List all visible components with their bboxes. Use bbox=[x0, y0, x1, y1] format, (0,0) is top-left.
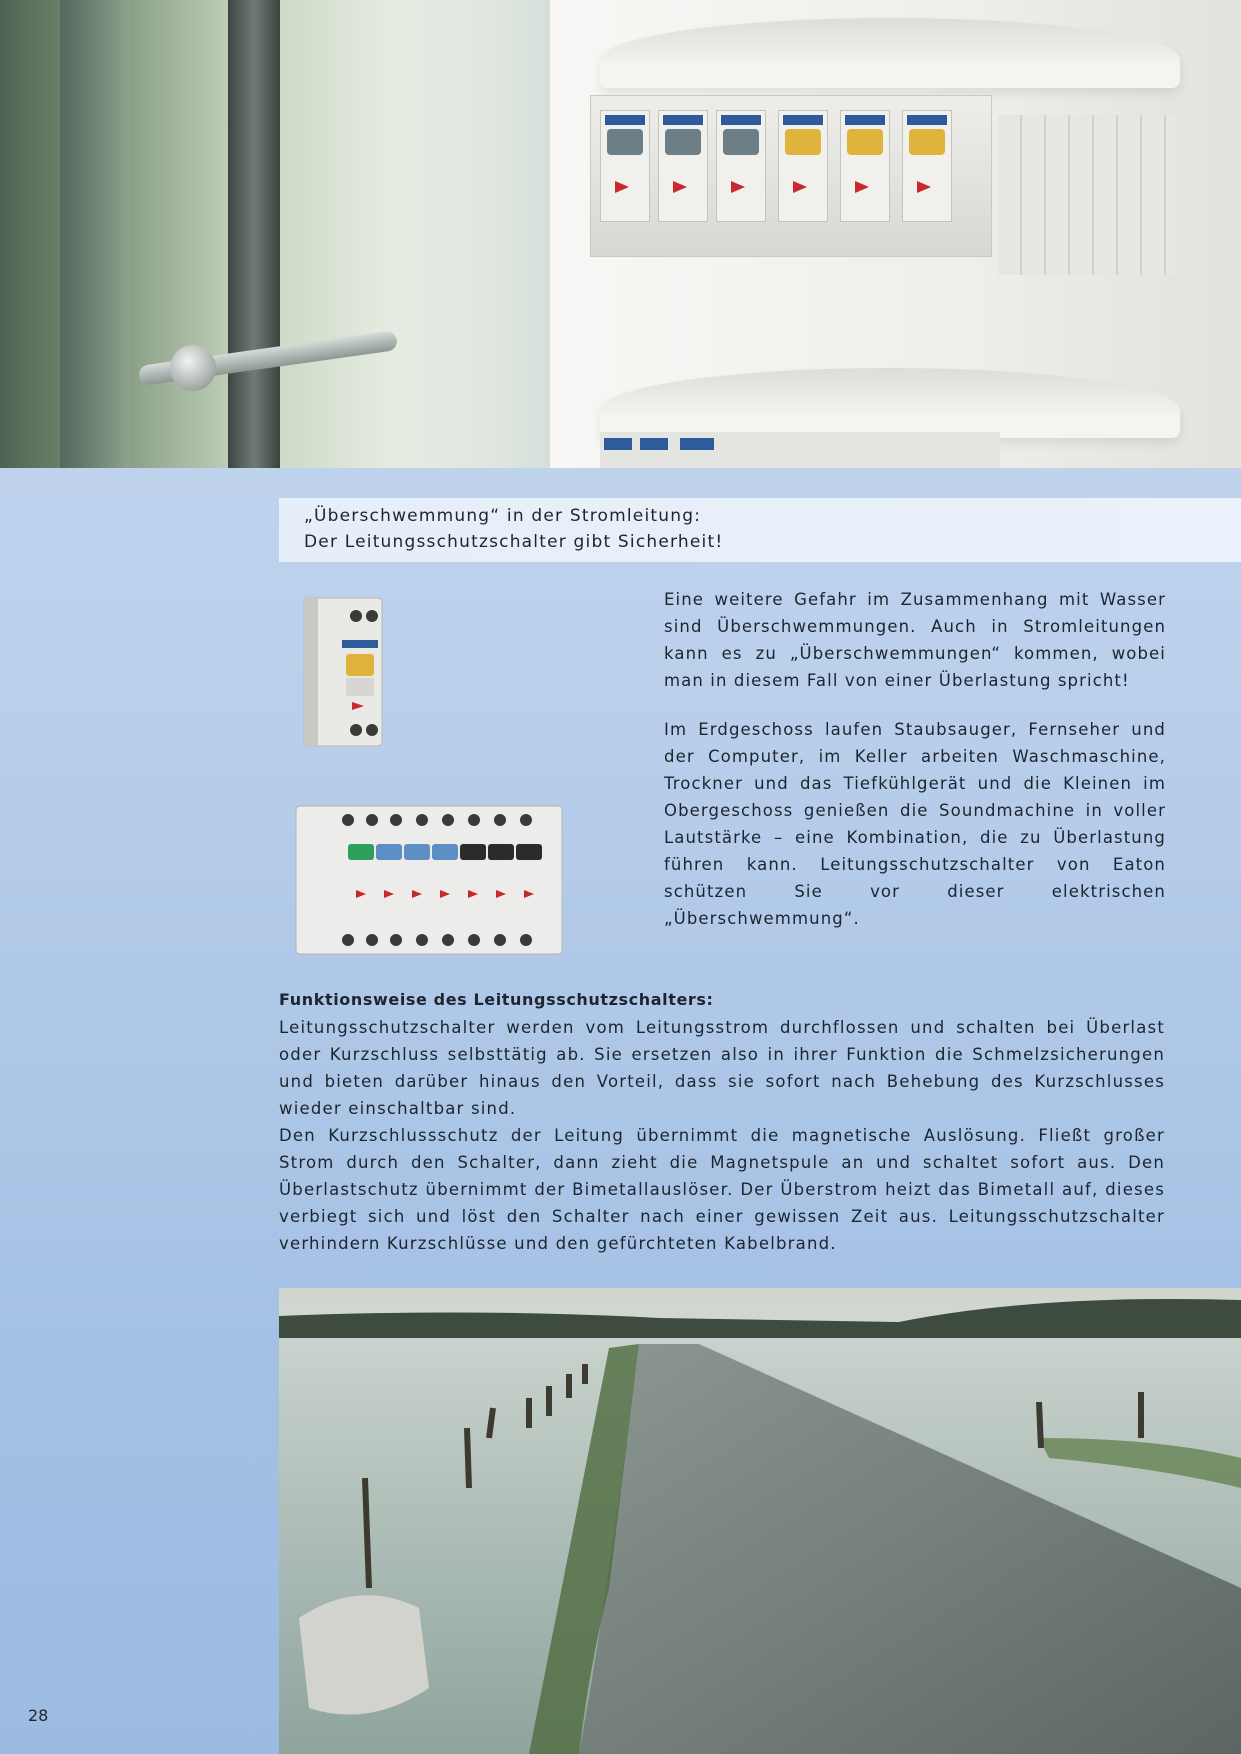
door-frame-blur bbox=[60, 0, 130, 468]
intro-paragraph-1: Eine weitere Gefahr im Zusammenhang mit Wasser sind Überschwemmungen. Auch in Stromleitungen kann es zu „Überschwemmungen“ kommen, wobei man in diesem Fall von einer Überlastung spricht! bbox=[664, 590, 1166, 690]
intro-text bbox=[664, 586, 1166, 954]
mcb-module bbox=[716, 110, 766, 222]
section-body bbox=[279, 1014, 1165, 1257]
caption-band bbox=[279, 498, 1241, 562]
section-paragraph-2: Den Kurzschlussschutz der Leitung übernimmt die magnetische Auslösung. Fließt großer Strom durch den Schalter, dann zieht die Magnetspule an und schaltet sofort aus. Den Überlastschutz übernimmt der Bimetallauslöser. Der Überstrom heizt das Bimetall auf, dieses verbiegt sich und löst den Schalter nach einer gewissen Zeit aus. Leitungsschutzschalter verhindern Kurzschlüsse und den gefürchteten Kabelbrand. bbox=[279, 1126, 1165, 1253]
product-image-mcb-row bbox=[294, 800, 564, 958]
page-number: 28 bbox=[28, 1706, 49, 1725]
hero-photo-fuse-box bbox=[0, 0, 1241, 468]
mcb-module bbox=[840, 110, 890, 222]
board-blank-slats bbox=[998, 115, 1178, 275]
product-image-single-mcb bbox=[300, 596, 388, 748]
flood-photo bbox=[279, 1288, 1241, 1754]
caption-line-2: Der Leitungsschutzschalter gibt Sicherheit! bbox=[304, 532, 724, 552]
intro-paragraph-2: Im Erdgeschoss laufen Staubsauger, Fernseher und der Computer, im Keller arbeiten Waschmaschine, Trockner und das Tiefkühlgerät und die Kleinen im Obergeschoss genießen die Soundmachine in voller Lautstärke – eine Kombination, die zu Überlastung führen kann. Leitungsschutzschalter von Eaton schützen Sie vor dieser elektrischen „Überschwemmung“. bbox=[664, 720, 1166, 928]
lower-rail bbox=[600, 432, 1000, 468]
mcb-module bbox=[658, 110, 708, 222]
section-heading: Funktionsweise des Leitungsschutzschalters: bbox=[279, 990, 714, 1009]
door-handle-knob bbox=[170, 345, 216, 391]
section-paragraph-1: Leitungsschutzschalter werden vom Leitungsstrom durchflossen und schalten bei Überlast oder Kurzschluss selbsttätig ab. Sie ersetzen also in ihrer Funktion die Schmelzsicherungen und bieten darüber hinaus den Vorteil, dass sie sofort nach Behebung des Kurzschlusses wieder einschaltbar sind. bbox=[279, 1018, 1165, 1118]
mcb-module bbox=[778, 110, 828, 222]
mcb-module bbox=[600, 110, 650, 222]
caption-line-1: „Überschwemmung“ in der Stromleitung: bbox=[304, 506, 702, 526]
mcb-module bbox=[902, 110, 952, 222]
door-frame bbox=[228, 0, 280, 468]
